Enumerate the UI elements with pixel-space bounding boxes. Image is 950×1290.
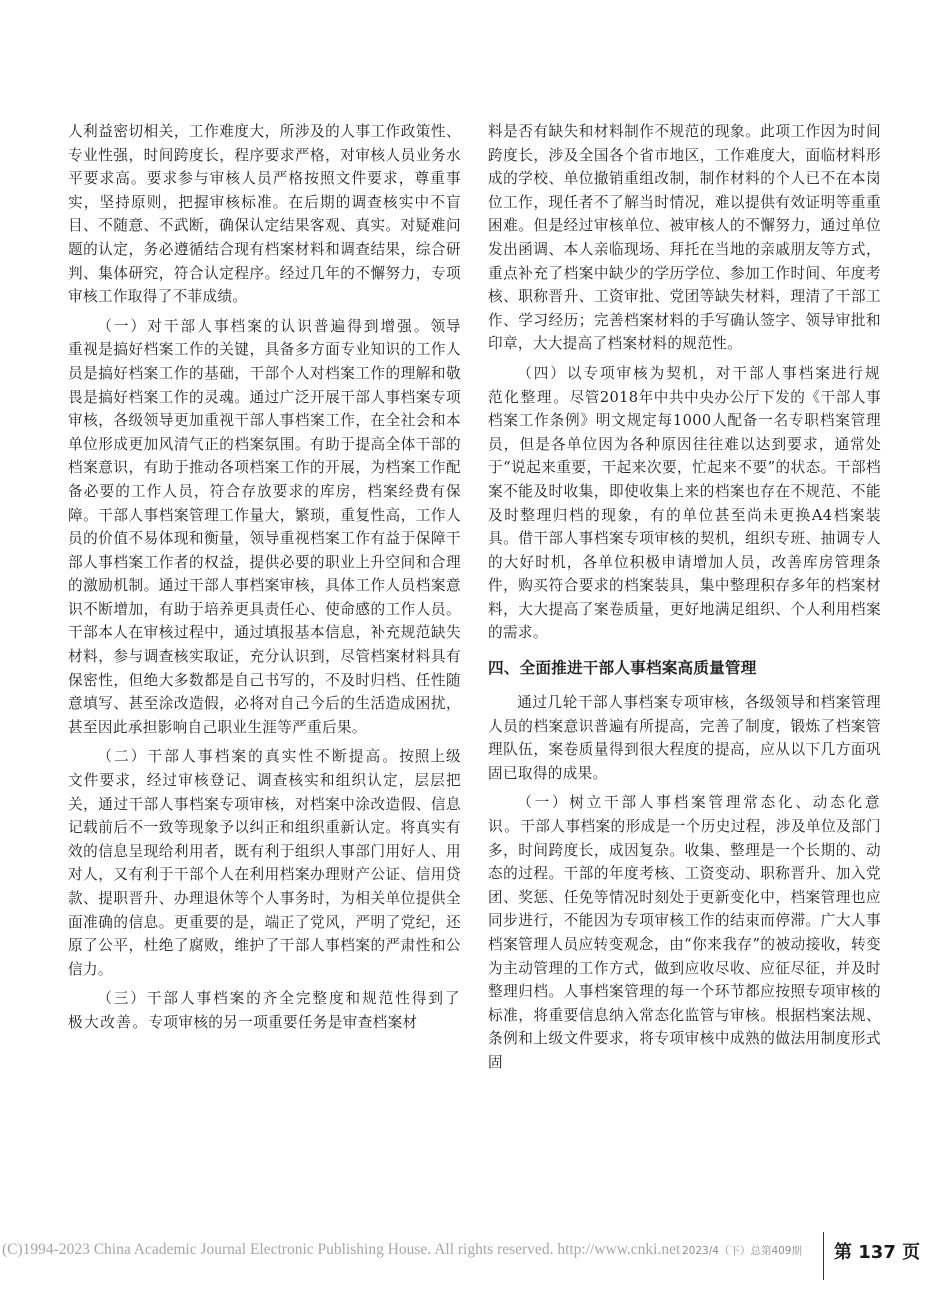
- paragraph-completeness-continued: 料是否有缺失和材料制作不规范的现象。此项工作因为时间跨度长，涉及全国各个省市地区，工作难度大，面临材料形成的学校、单位撤销重组改制，制作材料的个人已不在本岗位工作，现任者不了解当时情况，难以提供有效证明等重重困难。但是经过审核单位、被审核人的不懈努力，通过单位发出函调、本人亲临现场、拜托在当地的亲戚朋友等方式，重点补充了档案中缺少的学历学位、参加工作时间、年度考核、职称晋升、工资审批、党团等缺失材料，理清了干部工作、学习经历；完善档案材料的手写确认签字、领导审批和印章，大大提高了档案材料的规范性。: [488, 123, 881, 353]
- paragraph-normalization: [488, 791, 881, 1074]
- subheading-authenticity: （二）干部人事档案的真实性不断提高。: [97, 748, 400, 766]
- paragraph-normalization-body: 干部人事档案的形成是一个历史过程，涉及单位及部门多，时间跨度长，成因复杂。收集、整理是一个长期的、动态的过程。干部的年度考核、工资变动、职称晋升、加入党团、奖惩、任免等情况时刻处于更新变化中，档案管理也应同步进行，不能因为专项审核工作的结束而停滞。广大人事档案管理人员应转变观念，由“你来我存”的被动接收，转变为主动管理的工作方式，做到应收尽收、应征尽征，并及时整理归档。人事档案管理的每一个环节都应按照专项审核的标准，将重要信息纳入常态化监管与审核。根据档案法规、条例和上级文件要求，将专项审核中成熟的做法用制度形式固: [488, 818, 881, 1071]
- subheading-completeness: （三）干部人事档案的齐全完整度和规范性得到了极大改善。: [68, 990, 461, 1031]
- subheading-awareness: （一）对干部人事档案的认识普遍得到增强。: [97, 317, 431, 335]
- paragraph-completeness-body: 专项审核的另一项重要任务是审查档案材: [148, 1013, 418, 1031]
- paragraph-authenticity: [68, 745, 461, 981]
- page-number: 第 137 页: [834, 1242, 921, 1263]
- subheading-standardization: （四）以专项审核为契机，对干部人事档案进行规范化整理。: [488, 364, 881, 406]
- issue-label: 2023/4（下）总第409期: [682, 1245, 802, 1257]
- paragraph-section-intro: 通过几轮干部人事档案专项审核，各级领导和档案管理人员的档案意识普遍有所提高，完善了制度，锻炼了档案管理队伍，案卷质量得到很大程度的提高，应从以下几方面巩固已取得的成果。: [488, 694, 881, 782]
- left-column: [68, 120, 461, 1035]
- paragraph-continuation: 人利益密切相关，工作难度大，所涉及的人事工作政策性、专业性强，时间跨度长，程序要求严格，对审核人员业务水平要求高。要求参与审核人员严格按照文件要求，尊重事实，坚持原则，把握审核标准。在后期的调查核实中不盲目、不随意、不武断，确保认定结果客观、真实。对疑难问题的认定，务必遵循结合现有档案材料和调查结果，综合研判、集体研究，符合认定程序。经过几年的不懈努力，专项审核工作取得了不菲成绩。: [68, 123, 461, 306]
- paragraph-awareness: [68, 315, 461, 740]
- footer-divider: [823, 1232, 824, 1280]
- subheading-normalization: （一）树立干部人事档案管理常态化、动态化意识。: [488, 794, 881, 836]
- section-heading: 四、全面推进干部人事档案高质量管理: [488, 659, 757, 678]
- right-column: [488, 120, 881, 1075]
- paragraph-standardization-body: 尽管2018年中共中央办公厅下发的《干部人事档案工作条例》明文规定每1000人配备一名专职档案管理员，但是各单位因为各种原因往往难以达到要求，通常处于“说起来重要，干起来次要，忙起来不要”的状态。干部档案不能及时收集，即使收集上来的档案也存在不规范、不能及时整理归档的现象，有的单位甚至尚未更换A4档案装具。借干部人事档案专项审核的契机，组织专班、抽调专人的大好时机，各单位积极申请增加人员，改善库房管理条件，购买符合要求的档案装具，集中整理积存多年的档案材料，大大提高了案卷质量，更好地满足组织、个人利用档案的需求。: [488, 388, 881, 642]
- paragraph-authenticity-body: 按照上级文件要求，经过审核登记、调查核实和组织认定，层层把关，通过干部人事档案专项审核，对档案中涂改造假、信息记载前后不一致等现象予以纠正和组织重新认定。将真实有效的信息呈现给利用者，既有利于组织人事部门用好人、用对人，又有利于干部个人在利用档案办理财产公证、信用贷款、提职晋升、办理退休等个人事务时，为相关单位提供全面准确的信息。更重要的是，端正了党风，严明了党纪，还原了公平，杜绝了腐败，维护了干部人事档案的严肃性和公信力。: [68, 748, 461, 978]
- paragraph-awareness-body: 领导重视是搞好档案工作的关键，具备多方面专业知识的工作人员是搞好档案工作的基础，干部个人对档案工作的理解和敬畏是搞好档案工作的灵魂。通过广泛开展干部人事档案专项审核，各级领导更加重视干部人事档案工作，在全社会和本单位形成更加风清气正的档案氛围。有助于提高全体干部的档案意识，有助于推动各项档案工作的开展，为档案工作配备必要的工作人员，符合存放要求的库房，档案经费有保障。干部人事档案管理工作量大，繁琐，重复性高，工作人员的价值不易体现和衡量，领导重视档案工作有益于保障干部人事档案工作者的权益，提供必要的职业上升空间和合理的激励机制。通过干部人事档案审核，具体工作人员档案意识不断增加，有助于培养更具责任心、使命感的工作人员。干部本人在审核过程中，通过填报基本信息，补充规范缺失材料，参与调查核实取证，充分认识到，尽管档案材料具有保密性，但绝大多数都是自己书写的，不及时归档、任性随意填写、甚至涂改造假，必将对自己今后的生活造成困扰，甚至因此承担影响自己职业生涯等严重后果。: [68, 317, 461, 736]
- copyright-watermark: (C)1994-2023 China Academic Journal Electronic Publishing House. All rights reserved. http://www.cnki.net: [2, 1241, 681, 1258]
- paragraph-standardization: [488, 362, 881, 645]
- paragraph-completeness: [68, 987, 461, 1034]
